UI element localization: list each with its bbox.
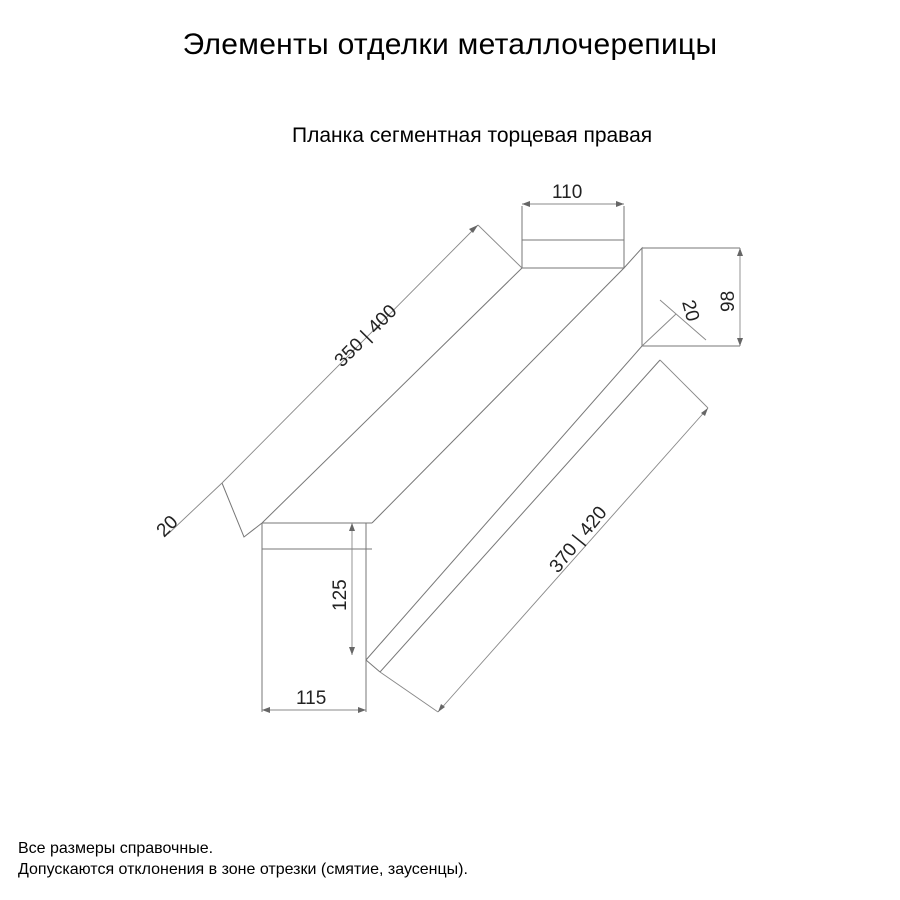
dim-right-fold: 20 [677,297,703,324]
dim-left-fold: 20 [152,511,183,542]
dim-right-height: 98 [718,290,739,312]
dim-lower-height: 125 [330,579,351,611]
upper-diagonal-edge [262,268,522,523]
lower-diagonal-edge-b [380,360,660,672]
lower-diagonal-edge-a [366,346,642,660]
top-flat-outline [522,206,624,268]
dim-upper-length: 350 | 400 [330,300,402,372]
left-fold-outline [222,483,262,537]
drawing-subtitle: Планка сегментная торцевая правая [292,124,653,147]
lower-end-edge [366,660,380,672]
dim-lower-length: 370 | 420 [545,502,612,578]
drawing-title: Элементы отделки металлочерепицы [182,28,718,61]
footnotes [18,838,468,880]
dimension-lines [168,201,743,713]
dim-top-width: 110 [552,182,583,203]
middle-diagonal-edge [372,268,624,523]
dim-lower-width: 115 [296,688,327,709]
note-reference-sizes: Все размеры справочные. [18,840,214,857]
note-cutting-deviations: Допускаются отклонения в зоне отрезки (смятие, заусенцы). [18,861,468,878]
